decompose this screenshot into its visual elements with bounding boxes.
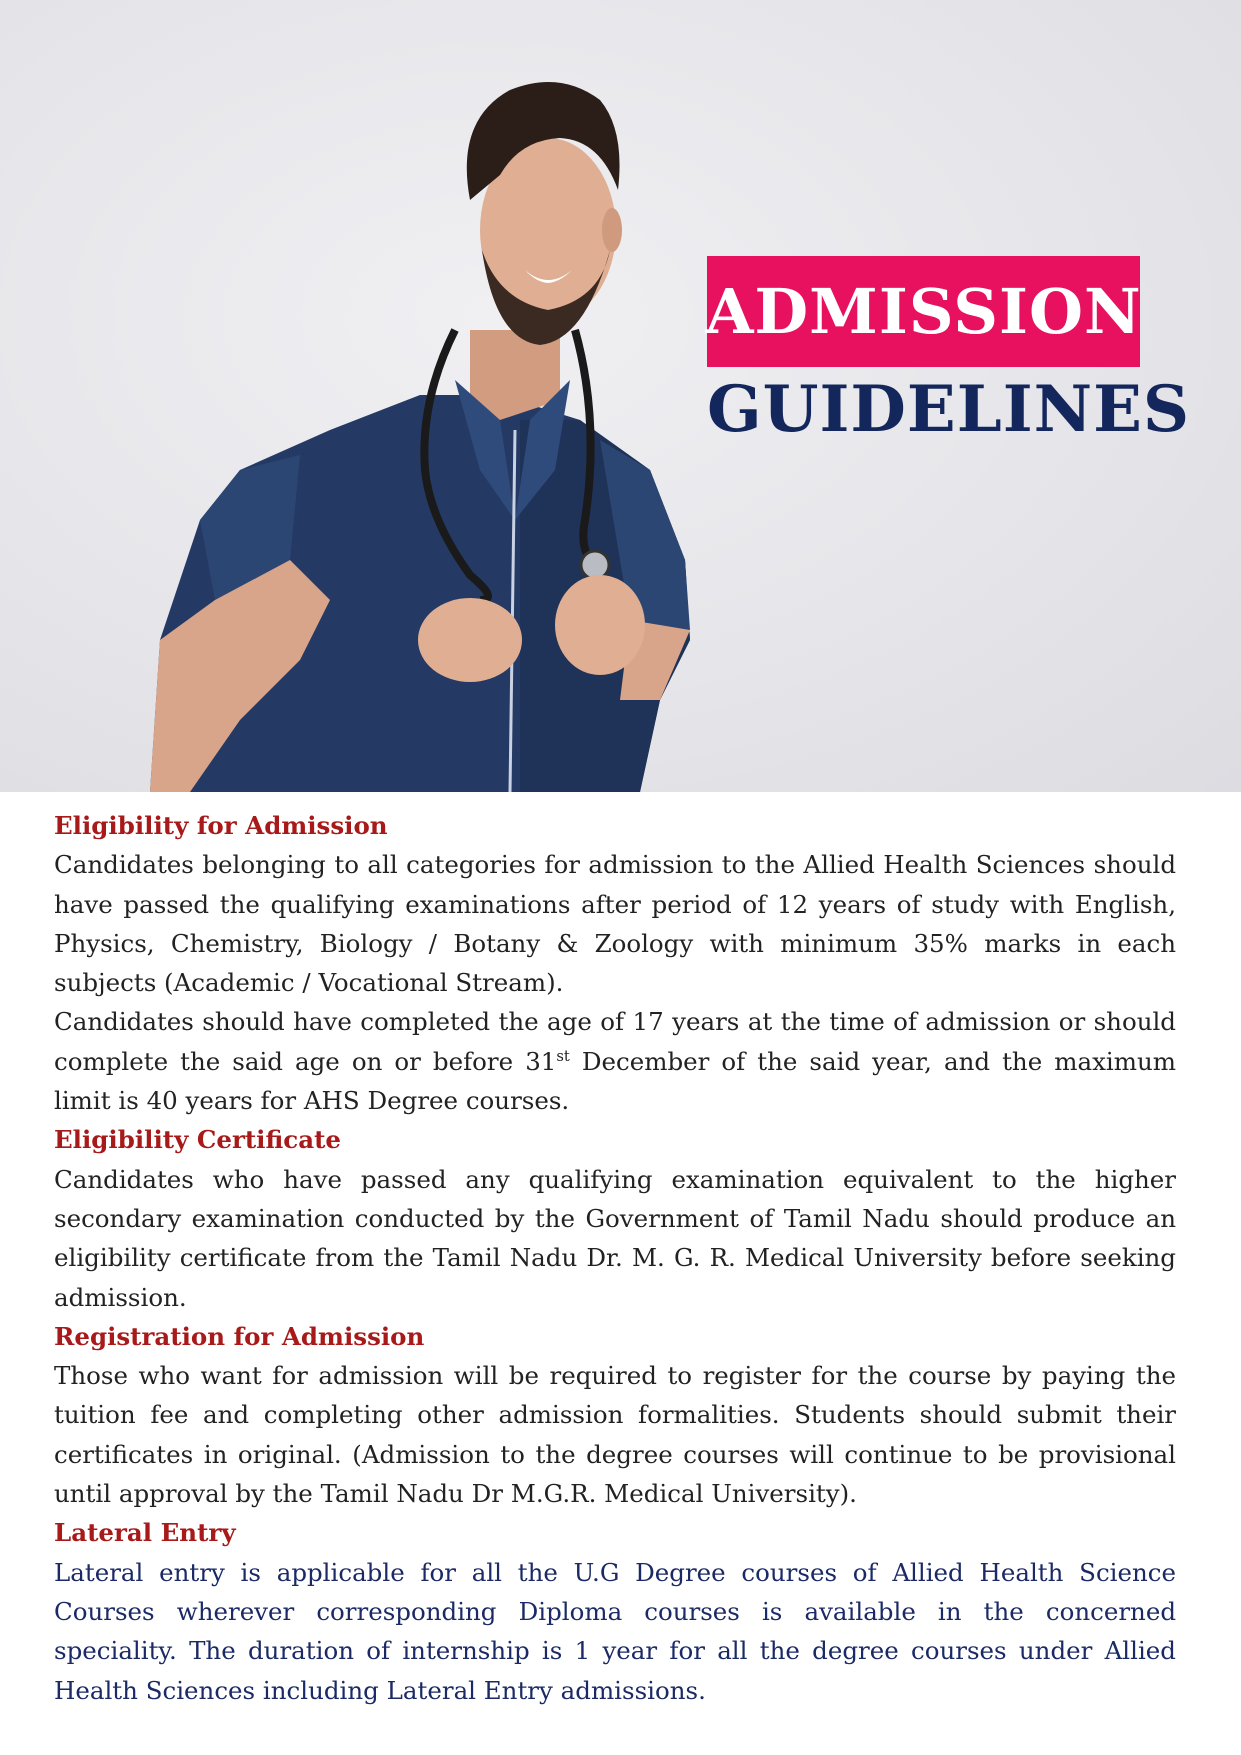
title-line1: ADMISSION: [705, 275, 1142, 348]
age-limit-text-start: Candidates should have completed the age of 17 years at the time of admission or should complete the said age on or before 31: [54, 1007, 1176, 1076]
heading-lateral-entry: Lateral Entry: [54, 1518, 236, 1548]
heading-eligibility-admission: Eligibility for Admission: [54, 811, 388, 840]
heading-registration: Registration for Admission: [54, 1321, 425, 1351]
paragraph-eligibility-certificate: Candidates who have passed any qualifying examination equivalent to the higher secondary examination conducted by the Government of Tamil Nadu should produce an eligibility certificate from the Tamil Nadu Dr. M. G. R. Medical University before seeking admission.: [54, 1164, 1176, 1312]
paragraph-lateral-entry: Lateral entry is applicable for all the U.G Degree courses of Allied Health Science Courses wherever corresponding Diploma courses is available in the concerned speciality. The duration of internship is 1 year for all the degree courses under Allied Health Sciences including Lateral Entry admissions.: [54, 1557, 1176, 1705]
hero-banner: [0, 0, 1241, 792]
paragraph-registration: Those who want for admission will be required to register for the course by paying the tuition fee and completing other admission formalities. Students should submit their certificates in original. (Admission to the degree courses will continue to be provisional until approval by the Tamil Nadu Dr M.G.R. Medical University).: [54, 1361, 1176, 1509]
guidelines-content: [54, 806, 1176, 1710]
title-badge: [707, 256, 1140, 367]
title-line2: GUIDELINES: [707, 372, 1191, 447]
ordinal-suffix: st: [556, 1047, 570, 1065]
paragraph-age-limit: [54, 1002, 1176, 1120]
paragraph-eligibility-criteria: Candidates belonging to all categories for admission to the Allied Health Sciences should have passed the qualifying examinations after period of 12 years of study with English, Physics, Chemistry, Biology / Botany & Zoology with minimum 35% marks in each subjects (Academic / Vocational Stream).: [54, 850, 1176, 998]
heading-eligibility-certificate: Eligibility Certificate: [54, 1125, 341, 1155]
age-limit-text-end: December of the said year, and the maximum limit is 40 years for AHS Degree courses.: [54, 1046, 1176, 1116]
